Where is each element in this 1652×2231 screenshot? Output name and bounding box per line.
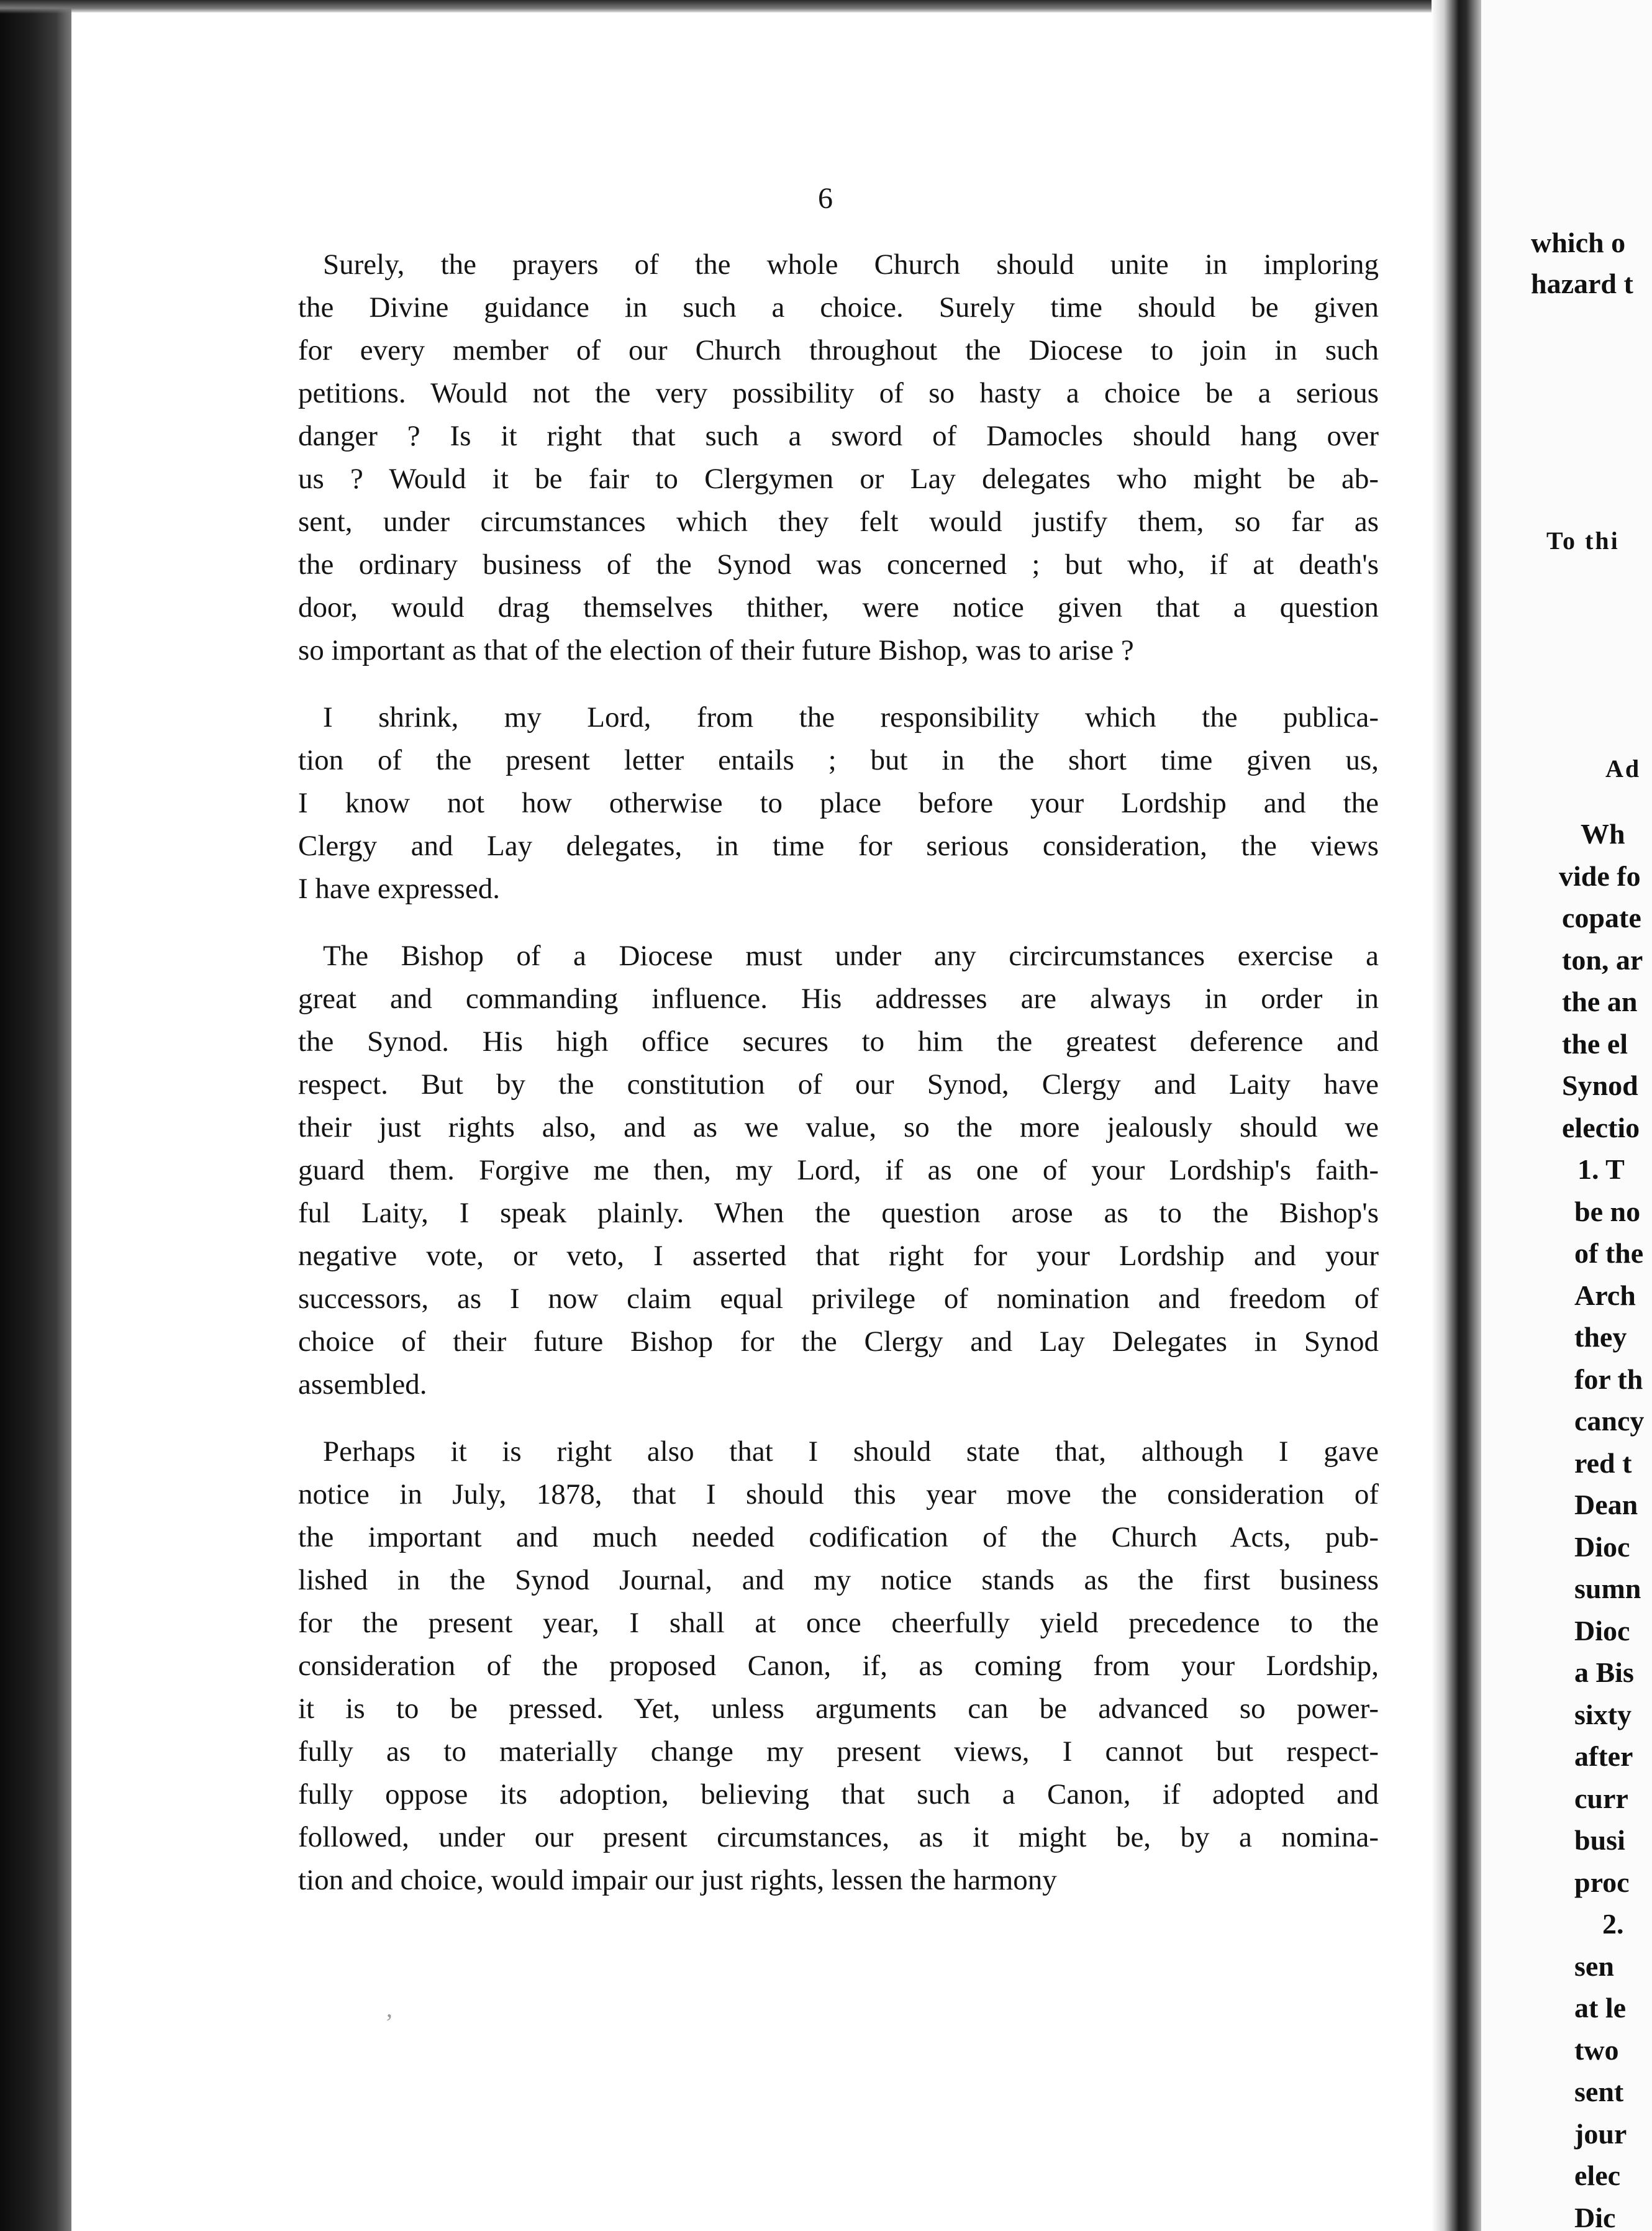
text-line: danger ? Is it right that such a sword of Damocles should hang over: [298, 420, 1379, 452]
facing-page-text-line: Wh: [1581, 818, 1625, 850]
facing-page-text-line: be no: [1574, 1195, 1641, 1227]
center-fold: [1432, 0, 1481, 2231]
facing-page-text-line: curr: [1574, 1782, 1628, 1814]
text-line: I have expressed.: [298, 873, 500, 905]
facing-page-text-line: the an: [1562, 986, 1638, 1017]
text-line: for the present year, I shall at once cheerfully yield precedence to the: [298, 1607, 1379, 1639]
facing-page-text-line: the el: [1562, 1027, 1628, 1060]
text-line: lished in the Synod Journal, and my notice stands as the first business: [298, 1564, 1379, 1596]
facing-page-text-line: Dic: [1574, 2201, 1616, 2231]
paragraph: [298, 696, 1379, 911]
text-line: I shrink, my Lord, from the responsibility which the publica-: [323, 701, 1379, 734]
text-line: followed, under our present circumstances, as it might be, by a nomina-: [298, 1821, 1379, 1853]
text-line: tion and choice, would impair our just rights, lessen the harmony: [298, 1864, 1057, 1896]
paragraph: [298, 935, 1379, 1406]
text-line: Clergy and Lay delegates, in time for serious consideration, the views: [298, 830, 1379, 862]
text-line: I know not how otherwise to place before your Lordship and the: [298, 787, 1379, 819]
facing-page-text-line: red t: [1574, 1447, 1632, 1479]
facing-page-text-line: a Bis: [1574, 1656, 1634, 1688]
text-line: great and commanding influence. His addresses are always in order in: [298, 983, 1379, 1015]
binding-gutter: [0, 0, 71, 2231]
facing-page-text-line: two: [1574, 2033, 1619, 2066]
text-line: successors, as I now claim equal privilege of nomination and freedom of: [298, 1283, 1379, 1315]
facing-page-text-line: 1. T: [1577, 1153, 1625, 1185]
text-line: choice of their future Bishop for the Clergy and Lay Delegates in Synod: [298, 1325, 1379, 1358]
facing-page-text-line: sumn: [1574, 1573, 1641, 1604]
facing-page-text-line: Synod: [1562, 1070, 1638, 1101]
text-line: consideration of the proposed Canon, if, as coming from your Lordship,: [298, 1650, 1379, 1682]
text-line: door, would drag themselves thither, were notice given that a question: [298, 591, 1379, 624]
facing-page-text-line: busi: [1574, 1824, 1625, 1856]
facing-page-text-line: Arch: [1574, 1279, 1636, 1311]
facing-page-text-line: Dean: [1574, 1489, 1638, 1520]
text-line: ful Laity, I speak plainly. When the question arose as to the Bishop's: [298, 1197, 1379, 1229]
text-line: assembled.: [298, 1368, 427, 1401]
facing-page-text-line: sixty: [1574, 1698, 1632, 1730]
text-line: The Bishop of a Diocese must under any circircumstances exercise a: [323, 940, 1379, 972]
text-line: guard them. Forgive me then, my Lord, if as one of your Lordship's faith-: [298, 1154, 1379, 1186]
facing-page-subheading: Ad: [1605, 755, 1641, 783]
left-page-body: [298, 243, 1379, 1902]
facing-page-text-line: electio: [1562, 1111, 1640, 1143]
facing-page-text-line: Dioc: [1574, 1530, 1630, 1563]
facing-page-text-line: which o: [1531, 227, 1626, 258]
facing-page-heading: To thi: [1546, 527, 1620, 555]
text-line: petitions. Would not the very possibility of so hasty a choice be a serious: [298, 377, 1379, 409]
facing-page-text-line: for th: [1574, 1363, 1643, 1395]
page-number: 6: [818, 182, 834, 215]
top-page-edge: [0, 0, 1652, 14]
facing-page-text-line: jour: [1574, 2117, 1627, 2150]
facing-page-text-line: 2.: [1602, 1908, 1624, 1940]
facing-page-text-line: cancy: [1574, 1405, 1645, 1437]
facing-page-text-line: proc: [1574, 1866, 1630, 1898]
text-line: respect. But by the constitution of our Synod, Clergy and Laity have: [298, 1068, 1379, 1101]
facing-page-text-line: sent: [1574, 2076, 1624, 2107]
text-line: for every member of our Church throughout the Diocese to join in such: [298, 334, 1379, 366]
text-line: fully as to materially change my present views, I cannot but respect-: [298, 1735, 1379, 1768]
facing-page-text-line: hazard t: [1531, 268, 1633, 299]
facing-page-text-line: elec: [1574, 2160, 1621, 2191]
text-line: the ordinary business of the Synod was concerned ; but who, if at death's: [298, 548, 1379, 581]
facing-page-text-line: ton, ar: [1562, 943, 1643, 976]
text-line: us ? Would it be fair to Clergymen or Lay delegates who might be ab-: [298, 463, 1379, 495]
paragraph: [298, 243, 1379, 672]
facing-page-text-line: vide fo: [1559, 860, 1641, 892]
text-line: Surely, the prayers of the whole Church should unite in imploring: [323, 248, 1379, 281]
facing-page-text-line: of the: [1574, 1237, 1644, 1269]
text-line: sent, under circumstances which they felt would justify them, so far as: [298, 506, 1379, 538]
facing-page-text-line: at le: [1574, 1992, 1627, 2024]
text-line: Perhaps it is right also that I should state that, although I gave: [323, 1435, 1379, 1468]
facing-page-text-line: after: [1574, 1740, 1633, 1772]
paragraph: [298, 1430, 1379, 1902]
text-line: notice in July, 1878, that I should this year move the consideration of: [298, 1478, 1379, 1511]
text-line: negative vote, or veto, I asserted that right for your Lordship and your: [298, 1240, 1379, 1272]
facing-page-text-line: Dioc: [1574, 1614, 1630, 1647]
scan-speck: ‚: [385, 1994, 394, 2022]
right-page: [1481, 0, 1652, 2231]
text-line: tion of the present letter entails ; but in the short time given us,: [298, 744, 1379, 776]
facing-page-text-line: they: [1574, 1321, 1627, 1353]
text-line: the Synod. His high office secures to him the greatest deference and: [298, 1025, 1379, 1058]
text-line: their just rights also, and as we value, so the more jealously should we: [298, 1111, 1379, 1143]
text-line: fully oppose its adoption, believing that such a Canon, if adopted and: [298, 1778, 1379, 1811]
text-line: the Divine guidance in such a choice. Surely time should be given: [298, 291, 1379, 324]
text-line: the important and much needed codification of the Church Acts, pub-: [298, 1521, 1379, 1553]
text-line: it is to be pressed. Yet, unless arguments can be advanced so power-: [298, 1693, 1379, 1725]
facing-page-text-line: copate: [1562, 902, 1641, 934]
text-line: so important as that of the election of their future Bishop, was to arise ?: [298, 634, 1134, 666]
facing-page-text-line: sen: [1574, 1950, 1614, 1982]
